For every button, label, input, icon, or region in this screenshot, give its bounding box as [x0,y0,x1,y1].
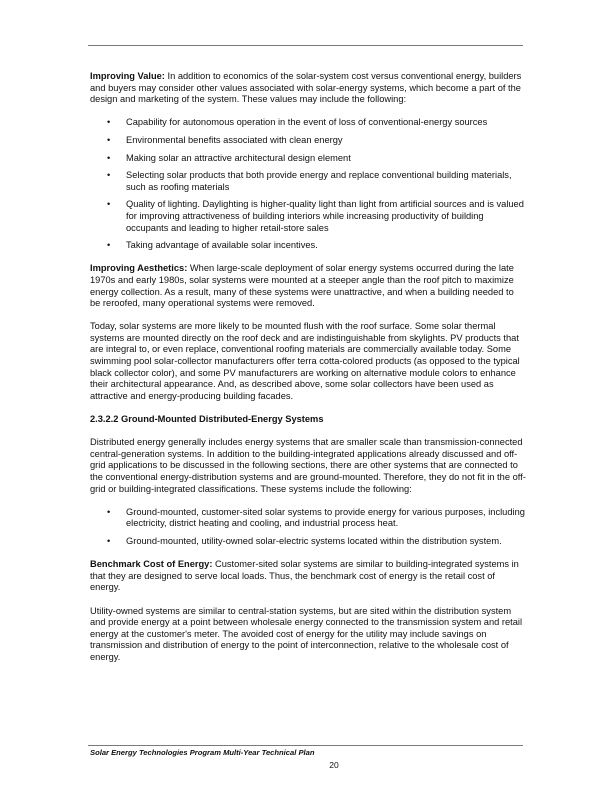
page-body [90,71,526,675]
list-item [90,536,526,548]
list-item [90,117,526,129]
list-item-text: Making solar an attractive architectural design element [126,152,351,163]
bullet-icon: • [107,240,111,251]
bullet-icon: • [107,535,111,546]
section-heading: 2.3.2.2 Ground-Mounted Distributed-Energy Systems [90,414,324,425]
list-item-text: Capability for autonomous operation in the event of loss of conventional-energy sources [126,117,488,128]
footer-title: Solar Energy Technologies Program Multi-Year Technical Plan [90,748,315,757]
list-item [90,153,526,165]
aesthetics-today-paragraph: Today, solar systems are more likely to be mounted flush with the roof surface. Some solar thermal systems are mounted directly on the roof deck and are indistinguishable from skylights. PV products that are integral to, or even replace, conventional roofing materials are commercially available today. Some swimming pool solar-collector manufacturers offer terra cotta-colored products (as opposed to the typical black collector color), and some PV manufacturers are working on alternative module colors to enhance their architectural appearance. And, as described above, some solar collectors have been used as attractive and energy-producing building facades. [90,321,520,401]
list-item-text: Selecting solar products that both provide energy and replace conventional building materials, such as roofing materials [126,170,512,192]
bullet-icon: • [107,134,111,145]
bullet-icon: • [107,170,111,181]
list-item-text: Taking advantage of available solar incentives. [126,240,318,251]
list-item-text: Quality of lighting. Daylighting is higher-quality light than light from artificial sources and is valued for improving attractiveness of building interiors while increasing productivity of building occupants and leading to higher retail-store sales [126,199,524,233]
bullet-icon: • [107,117,111,128]
list-item-text: Ground-mounted, customer-sited solar systems to provide energy for various purposes, including electricity, district heating and cooling, and industrial process heat. [126,506,525,529]
list-item-text: Ground-mounted, utility-owned solar-electric systems located within the distribution system. [126,535,502,546]
page-number: 20 [329,760,339,770]
footer-rule [88,745,523,746]
bullet-icon: • [107,199,111,210]
list-item [90,199,526,234]
list-item [90,135,526,147]
benchmark-paragraph [90,559,526,594]
page-number-container [0,760,612,770]
distributed-energy-paragraph: Distributed energy generally includes energy systems that are smaller scale than transmission-connected central-generation systems. In addition to the building-integrated applications already discussed and off-grid applications to be discussed in the following sections, there are other systems that are connected to the conventional energy-distribution systems and are ground-mounted. Therefore, they do not fit in the off-grid or building-integrated classifications. These systems include the following: [90,437,526,494]
benchmark-lead: Benchmark Cost of Energy: [90,559,213,570]
benchmark-text: Customer-sited solar systems are similar to building-integrated systems in that they are designed to serve local loads. Thus, the benchmark cost of energy is the retail cost of energy. [90,559,519,593]
header-rule [88,45,523,46]
improving-value-lead: Improving Value: [90,71,165,81]
improving-value-text: In addition to economics of the solar-system cost versus conventional energy, builders and buyers may consider other values associated with solar-energy systems, which become a part of the design and marketing of the system. These values may include the following: [90,71,522,105]
bullet-icon: • [107,152,111,163]
bullet-icon: • [107,506,111,517]
improving-value-list [90,117,526,251]
list-item [90,170,526,193]
improving-aesthetics-text: When large-scale deployment of solar energy systems occurred during the late 1970s and early 1980s, solar systems were mounted at a steeper angle than the roof pitch to maximize energy collection. As a result, many of these systems were unattractive, and when a building needed to be reroofed, many operational systems were removed. [90,263,514,309]
improving-aesthetics-lead: Improving Aesthetics: [90,263,188,274]
list-item [90,507,526,530]
list-item-text: Environmental benefits associated with clean energy [126,134,343,145]
utility-owned-paragraph: Utility-owned systems are similar to central-station systems, but are sited within the distribution system and provide energy at a point between wholesale energy connected to the transmission system and retail energy at the customer's meter. The avoided cost of energy for the utility may include savings on transmission and distribution of energy to the point of interconnection, relative to the wholesale cost of energy. [90,605,523,662]
improving-value-paragraph [90,71,526,106]
improving-aesthetics-paragraph [90,263,526,309]
list-item [90,240,526,252]
ground-mounted-list [90,507,526,548]
